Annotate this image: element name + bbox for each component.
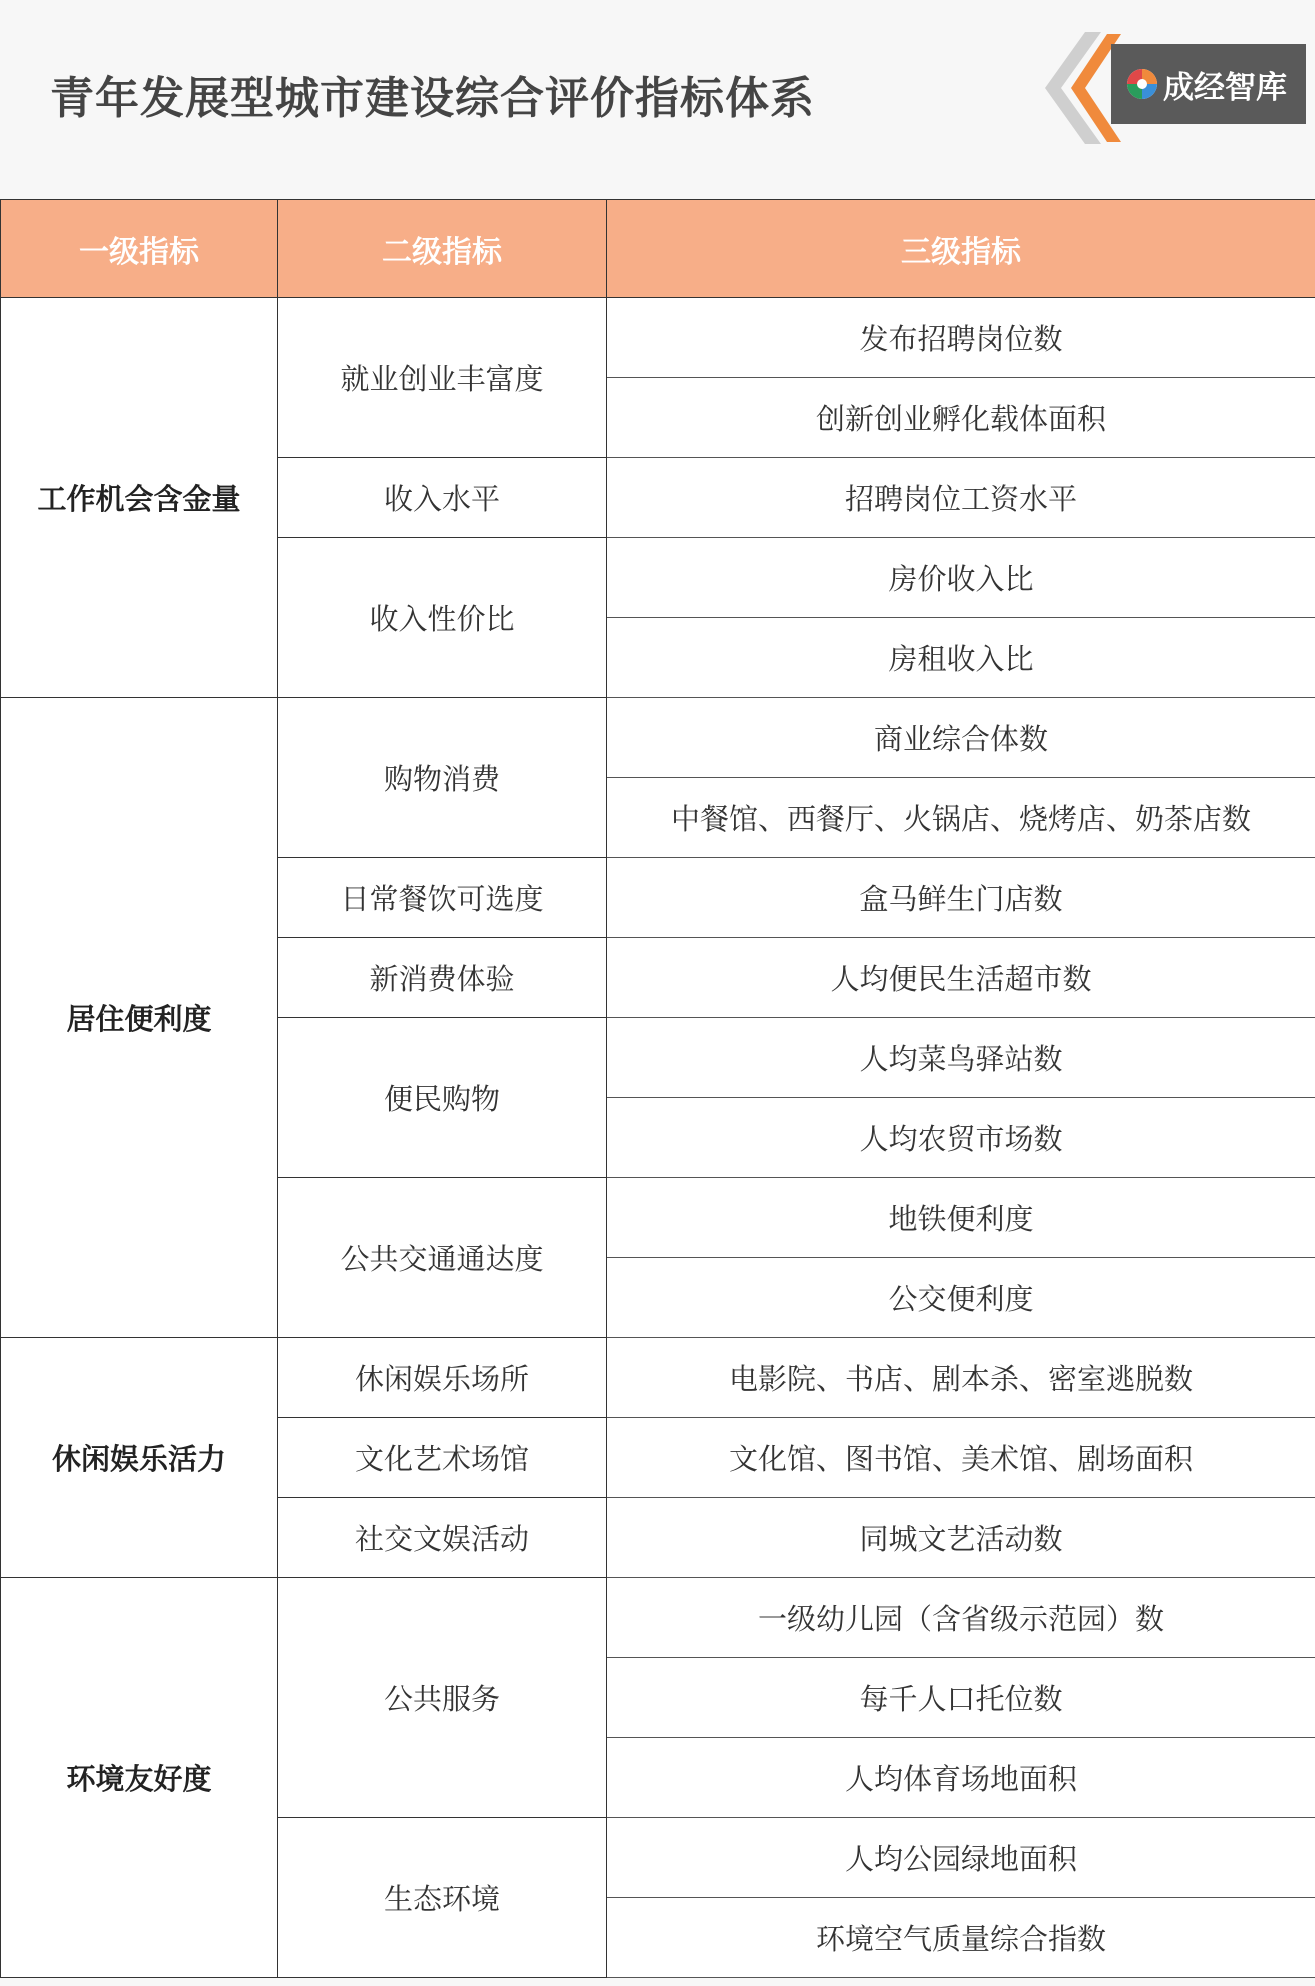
level2-cell: 社交文娱活动 bbox=[278, 1498, 607, 1578]
level3-cell: 商业综合体数 bbox=[607, 698, 1315, 778]
level2-cell: 生态环境 bbox=[278, 1818, 607, 1978]
table-row bbox=[1, 298, 1315, 378]
level2-cell: 公共交通通达度 bbox=[278, 1178, 607, 1338]
level3-cell: 同城文艺活动数 bbox=[607, 1498, 1315, 1578]
level3-cell: 一级幼儿园（含省级示范园）数 bbox=[607, 1578, 1315, 1658]
level3-cell: 人均体育场地面积 bbox=[607, 1738, 1315, 1818]
table-row bbox=[1, 1578, 1315, 1658]
level2-cell: 便民购物 bbox=[278, 1018, 607, 1178]
level2-cell: 收入水平 bbox=[278, 458, 607, 538]
level2-cell: 新消费体验 bbox=[278, 938, 607, 1018]
level3-cell: 发布招聘岗位数 bbox=[607, 298, 1315, 378]
header-level2: 二级指标 bbox=[278, 200, 607, 298]
level3-cell: 招聘岗位工资水平 bbox=[607, 458, 1315, 538]
level2-cell: 购物消费 bbox=[278, 698, 607, 858]
indicator-table bbox=[0, 199, 1315, 1978]
level3-cell: 房租收入比 bbox=[607, 618, 1315, 698]
level3-cell: 人均公园绿地面积 bbox=[607, 1818, 1315, 1898]
level3-cell: 文化馆、图书馆、美术馆、剧场面积 bbox=[607, 1418, 1315, 1498]
logo-badge bbox=[1111, 44, 1306, 124]
table-row bbox=[1, 1338, 1315, 1418]
level3-cell: 环境空气质量综合指数 bbox=[607, 1898, 1315, 1978]
header-level3: 三级指标 bbox=[607, 200, 1315, 298]
level1-cell: 居住便利度 bbox=[1, 698, 278, 1338]
level2-cell: 就业创业丰富度 bbox=[278, 298, 607, 458]
level2-cell: 文化艺术场馆 bbox=[278, 1418, 607, 1498]
swirl-logo-icon bbox=[1125, 67, 1159, 101]
level3-cell: 盒马鲜生门店数 bbox=[607, 858, 1315, 938]
level2-cell: 日常餐饮可选度 bbox=[278, 858, 607, 938]
level3-cell: 创新创业孵化载体面积 bbox=[607, 378, 1315, 458]
logo-text: 成经智库 bbox=[1163, 69, 1287, 106]
level2-cell: 收入性价比 bbox=[278, 538, 607, 698]
level3-cell: 人均便民生活超市数 bbox=[607, 938, 1315, 1018]
table-header-row bbox=[1, 200, 1315, 298]
level1-cell: 环境友好度 bbox=[1, 1578, 278, 1978]
brand-logo bbox=[1045, 32, 1305, 144]
level3-cell: 人均菜鸟驿站数 bbox=[607, 1018, 1315, 1098]
header-level1: 一级指标 bbox=[1, 200, 278, 298]
level3-cell: 地铁便利度 bbox=[607, 1178, 1315, 1258]
level3-cell: 中餐馆、西餐厅、火锅店、烧烤店、奶茶店数 bbox=[607, 778, 1315, 858]
level3-cell: 电影院、书店、剧本杀、密室逃脱数 bbox=[607, 1338, 1315, 1418]
level2-cell: 休闲娱乐场所 bbox=[278, 1338, 607, 1418]
level3-cell: 房价收入比 bbox=[607, 538, 1315, 618]
level3-cell: 人均农贸市场数 bbox=[607, 1098, 1315, 1178]
level1-cell: 工作机会含金量 bbox=[1, 298, 278, 698]
level3-cell: 每千人口托位数 bbox=[607, 1658, 1315, 1738]
level3-cell: 公交便利度 bbox=[607, 1258, 1315, 1338]
table-row bbox=[1, 698, 1315, 778]
level2-cell: 公共服务 bbox=[278, 1578, 607, 1818]
page-title: 青年发展型城市建设综合评价指标体系 bbox=[50, 73, 815, 124]
level1-cell: 休闲娱乐活力 bbox=[1, 1338, 278, 1578]
